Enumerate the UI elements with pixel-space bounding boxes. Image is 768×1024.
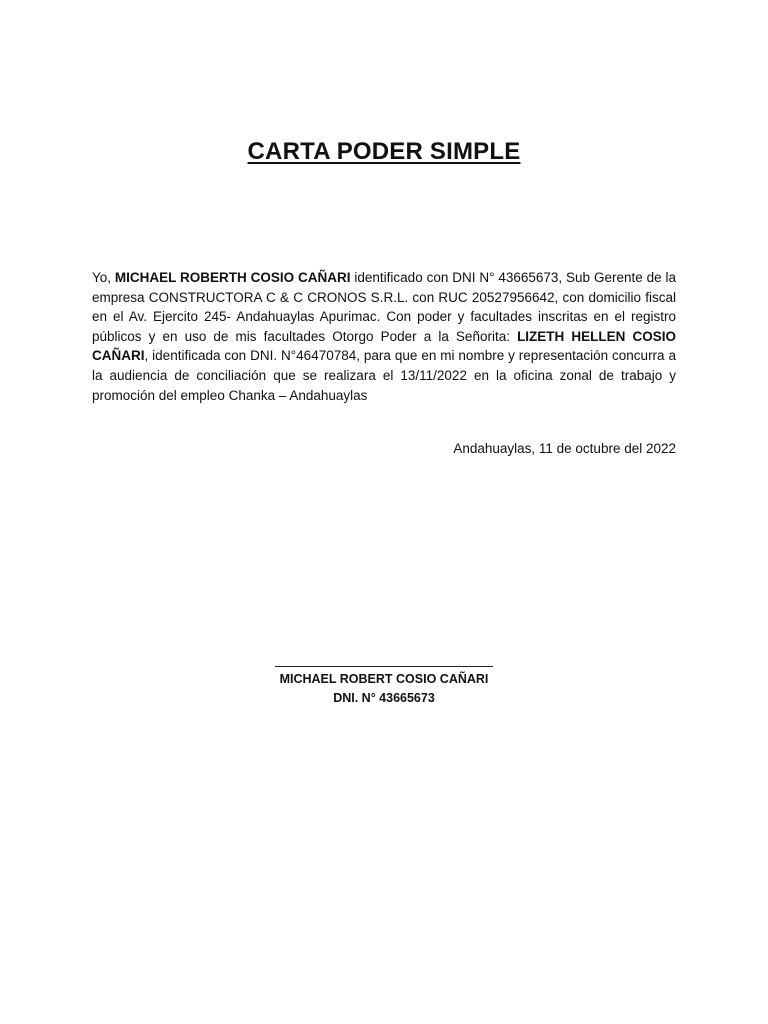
body-paragraph	[92, 268, 676, 405]
body-text-part-2: identificado con DNI N° 43665673, Sub Gerente de la empresa CONSTRUCTORA C & C CRONOS S.R.L. con RUC 20527956642, con domicilio fiscal en el Av. Ejercito 245- Andahuaylas Apurimac. Con poder y facultades inscritas en el registro públicos y en uso de mis facultades Otorgo Poder a la Señorita:	[92, 270, 676, 344]
signature-block	[0, 652, 768, 708]
signature-name: MICHAEL ROBERT COSIO CAÑARI	[279, 672, 489, 686]
body-text-part-3: , identificada con DNI. N°46470784, para que en mi nombre y representación concurra a la audiencia de conciliación que se realizara el 13/11/2022 en la oficina zonal de trabajo y promoción del empleo Chanka – Andahuaylas	[92, 348, 676, 403]
signature-line	[275, 652, 493, 667]
body-text-part-1: Yo,	[92, 270, 115, 285]
grantee-name: LIZETH HELLEN COSIO CAÑARI	[92, 328, 676, 364]
document-title: CARTA PODER SIMPLE	[247, 138, 521, 165]
grantor-name: MICHAEL ROBERTH COSIO CAÑARI	[114, 270, 351, 285]
signature-dni: DNI. N° 43665673	[333, 691, 435, 705]
date-line: Andahuaylas, 11 de octubre del 2022	[453, 441, 676, 456]
